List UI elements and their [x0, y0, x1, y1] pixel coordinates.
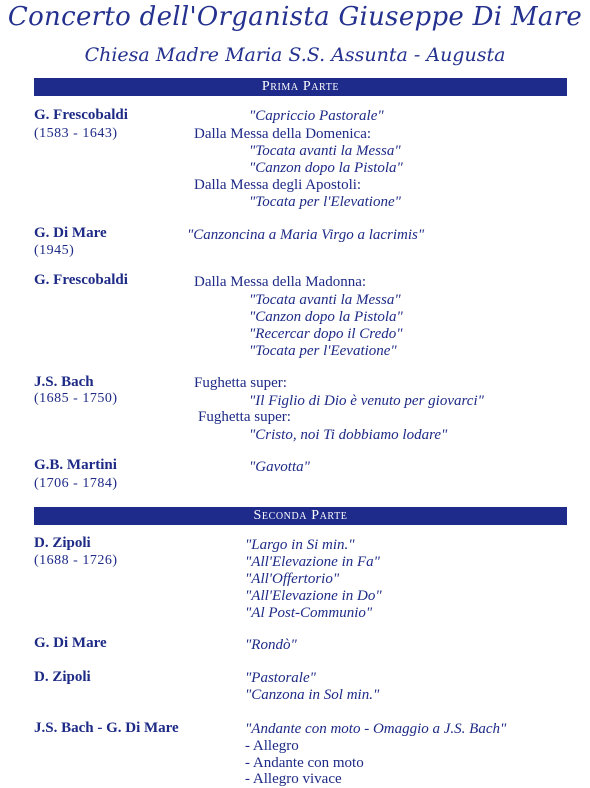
movement-item: - Allegro vivace	[245, 771, 342, 787]
composer-name: J.S. Bach	[34, 374, 94, 390]
piece-title: "Canzon dopo la Pistola"	[249, 160, 403, 176]
composer-dates: (1706 - 1784)	[34, 476, 118, 491]
piece-title: "All'Offertorio"	[245, 571, 340, 587]
piece-title: "Recercar dopo il Credo"	[249, 326, 403, 342]
composer-name: D. Zipoli	[34, 669, 91, 685]
composer-name: G. Frescobaldi	[34, 272, 128, 288]
piece-title: "Il Figlio di Dio è venuto per giovarci"	[249, 393, 484, 409]
composer-name: J.S. Bach - G. Di Mare	[34, 720, 179, 736]
piece-title: "Tocata per l'Elevatione"	[249, 194, 401, 210]
piece-title: "Pastorale"	[245, 670, 316, 686]
part1-heading-bar: Prima Parte	[34, 78, 567, 96]
piece-title: "Tocata per l'Eevatione"	[249, 343, 397, 359]
piece-title: "Tocata avanti la Messa"	[249, 143, 401, 159]
program-title: Concerto dell'Organista Giuseppe Di Mare	[7, 2, 583, 32]
piece-title: "Canzoncina a Maria Virgo a lacrimis"	[187, 227, 425, 243]
composer-dates: (1945)	[34, 243, 75, 258]
composer-name: G. Di Mare	[34, 635, 107, 651]
program-subtitle: Chiesa Madre Maria S.S. Assunta - Augusta	[84, 44, 506, 66]
piece-title: "Andante con moto - Omaggio a J.S. Bach"	[245, 721, 507, 737]
piece-title: "Rondò"	[245, 637, 297, 653]
composer-dates: (1685 - 1750)	[34, 391, 118, 406]
movement-item: - Andante con moto	[245, 755, 364, 771]
part2-heading-bar: Seconda Parte	[34, 507, 567, 525]
piece-title: "Largo in Si min."	[245, 537, 355, 553]
composer-name: G. Frescobaldi	[34, 107, 128, 123]
piece-source: Dalla Messa della Madonna:	[194, 274, 367, 290]
piece-source: Fughetta super:	[198, 409, 291, 425]
composer-name: D. Zipoli	[34, 535, 91, 551]
piece-source: Dalla Messa degli Apostoli:	[194, 177, 362, 193]
composer-dates: (1688 - 1726)	[34, 553, 118, 568]
piece-title: "Gavotta"	[249, 459, 310, 475]
piece-title: "Canzona in Sol min."	[245, 687, 380, 703]
composer-name: G. Di Mare	[34, 225, 107, 241]
piece-title: "All'Elevazione in Fa"	[245, 554, 380, 570]
movement-item: - Allegro	[245, 738, 299, 754]
composer-dates: (1583 - 1643)	[34, 126, 118, 141]
piece-title: "All'Elevazione in Do"	[245, 588, 382, 604]
piece-title: "Capriccio Pastorale"	[249, 108, 384, 124]
piece-title: "Tocata avanti la Messa"	[249, 292, 401, 308]
piece-title: "Al Post-Communio"	[245, 605, 373, 621]
piece-source: Dalla Messa della Domenica:	[194, 126, 372, 142]
composer-name: G.B. Martini	[34, 457, 117, 473]
piece-title: "Canzon dopo la Pistola"	[249, 309, 403, 325]
piece-source: Fughetta super:	[194, 375, 287, 391]
piece-title: "Cristo, noi Ti dobbiamo lodare"	[249, 427, 448, 443]
